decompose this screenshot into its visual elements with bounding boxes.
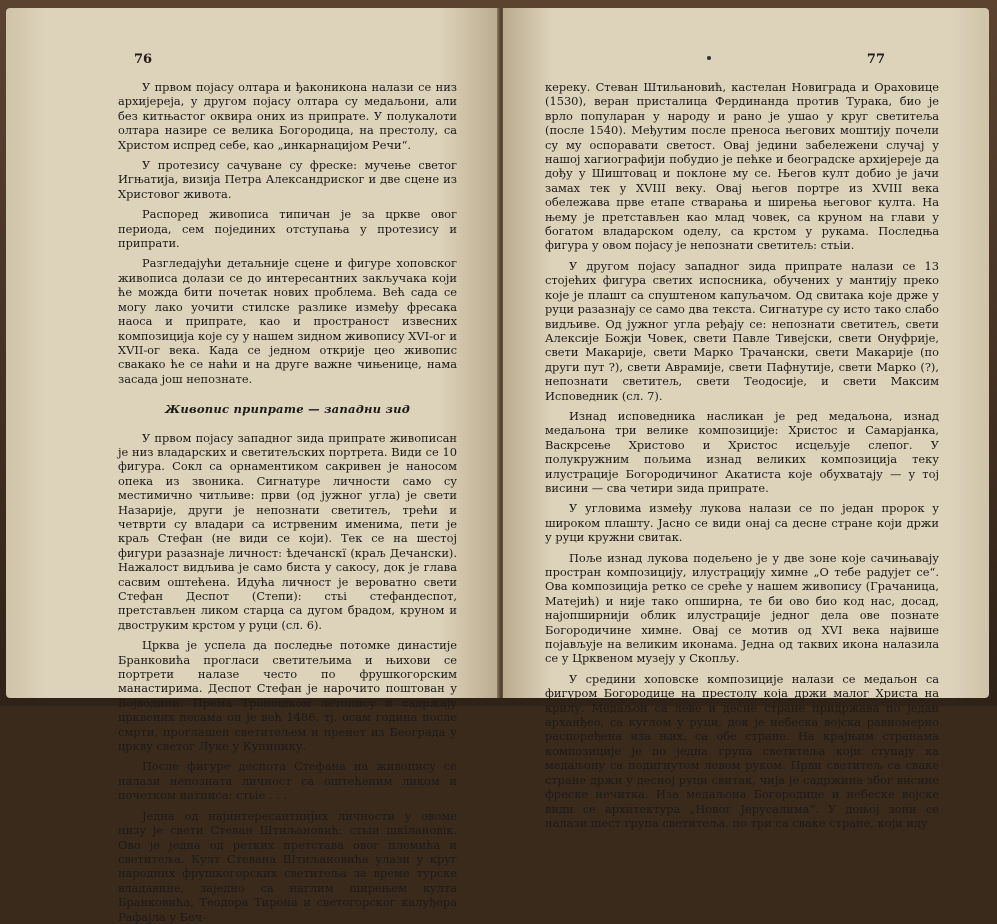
paragraph: Разгледајући детаљније сцене и фигуре хоповског живописа долази се до интересантних закључака који ће можда бити почетак нових проблема. Већ сада се могу лако уочити стилске разлике између фресака наоса и припрате, као и пространост извесних композиција које су у нашем зидном живопису XVI-ог и XVII-ог века. Када се једном открије цео живопис свакако ће се наћи и на друге важне чињенице, нама засада још непознате. (118, 256, 457, 386)
paragraph: Једна од најинтересантнијих личности у овоме низу је свети Стеван Штиљановић: стьіи шкїлановїк. Ово је једна од ретких претстава овог племића и светитеља. Култ Стевана Штиљановића улази у круг народних фрушкогорских светитеља за време турске владавине, заједно са наглим ширењем култа Бранковића, Теодора Тирона и светогорског калуђера Рафајла у Беч- (118, 808, 457, 924)
left-page (6, 8, 499, 924)
paragraph: У првом појасу олтара и ђаконикона налази се низ архијереја, у другом појасу олтара су медаљони, али без китњастог оквира оних из припрате. У полукалоти олтара назире се велика Богородица, на престолу, са Христом испред себе, као „инкарнацијом Речи“. (118, 80, 457, 152)
paragraph: Црква је успела да последње потомке династије Бранковића прогласи светитељима и њихови се портрети налазе често по фрушкогорским манастирима. Деспот Стефан је нарочито поштован у Војводини. Према Троношком летопису и садржају црквених песама он је већ 1486, тј. осам година после смрти, проглашен светитељем и пренет из Београда у цркву светог Луке у Купинику. (118, 638, 457, 754)
ink-dot (707, 56, 711, 60)
paragraph: У другом појасу западног зида припрате налази се 13 стојећих фигура светих испосника, обучених у мантију преко које је плашт са спуштеном капуљачом. Од свитака које држе у руци разазнају се само два текста. Сигнатуре су исто тако слабо видљиве. Од јужног угла ређају се: непознати светитељ, свети Алексије Божји Човек, свети Павле Тивејски, свети Онуфрије, свети Макарије, свети Марко Трачански, свети Макарије (по други пут ?), свети Аврамије, свети Пафнутије, свети Марко (?), непознати светитељ, свети Теодосије, и свети Максим Исповедник (сл. 7). (545, 258, 939, 403)
paragraph: У угловима између лукова налази се по један пророк у широком плашту. Јасно се види онај са десне стране који држи у руци кружни свитак. (545, 501, 939, 545)
paragraph: У средини хоповске композиције налази се медаљон са фигуром Богородице на престолу која држи малог Христа на крилу. Медаљон са леве и десне стране придржава по један арханђео, са куглом у руци, док је небеска војска равномерно распоређена иза њих, са обе стране. На крајњим странама композиције је по једна група светитеља који ступају ка медаљону са подигнутом левом руком. Први светитељ са сваке стране држи у десној руци свитак, чија је садржина због висине фреске нечитка. Иза медаљона Богородице и небеске војске види се архитектура „Новог Јерусалима“. У доњој зони се налази шест група светитеља, по три са сваке стране, који иду (545, 671, 939, 830)
paragraph: Поље изнад лукова подељено је у две зоне које сачињавају простран композицију, илустрацију химне „О тебе радујет се“. Ова композиција ретко се среће у нашем живопису (Грачаница, Матејић) и није тако опширна, те би ово био код нас, досад, најопширнији облик илустрације једног дела ове познате Богородичине химне. Овај се мотив од XVI века највише појављује на великим иконама. Једна од таквих икона налазила се у Црквеном музеју у Скопљу. (545, 550, 939, 666)
paragraph: После фигуре деспота Стефана на живопису се налази непозната личност са оштећеним ликом и почетком натписа: стьіе . . . (118, 759, 457, 803)
paragraph: Распоред живописа типичан је за цркве овог периода, сем појединих отступања у протезису и припрати. (118, 207, 457, 251)
section-heading: Живопис припрате — западни зид (165, 402, 410, 417)
left-page-text (118, 80, 457, 924)
paragraph: кереку. Стеван Штиљановић, кастелан Новиграда и Ораховице (1530), веран присталица Фердинанда против Турака, био је врло популаран у народу и рано је ушао у круг светитеља (после 1540). Међутим после преноса његових моштију почели су му оспоравати светост. Овај једини забележени случај у нашој хагиографији побудио је пећке и београдске архијереје да дођу у Шиштовац и поклоне му се. Његов култ добио је јачи замах тек у XVIII веку. Овај његов портре из XVIII века обележава прве етапе стварања и ширења његовог култа. На њему је претстављен као млад човек, са круном на глави у богатом владарском оделу, са крстом у рукама. Последња фигура у овом појасу је непознати светитељ: стьіи. (545, 80, 939, 253)
right-page-text (545, 80, 939, 830)
page-number: 77 (866, 52, 885, 67)
page-number: 76 (134, 52, 153, 67)
right-page (503, 8, 989, 830)
paragraph: У протезису сачуване су фреске: мучење светог Игњатија, визија Петра Александриског и две сцене из Христовог живота. (118, 158, 457, 201)
paragraph: Изнад исповедника насликан је ред медаљона, изнад медаљона три велике композиције: Христос и Самарјанка, Васкрсење Христово и Христос исцељује слепог. У полукружним пољима изнад великих композиција теку илустрације Богородичиног Акатиста које обухватају — у тој висини — сва четири зида припрате. (545, 408, 939, 495)
paragraph: У првом појасу западног зида припрате живописан је низ владарских и светитељских портрета. Види се 10 фигура. Сокл са орнаментиком сакривен је наносом опека из звоника. Сигнатуре личности само су местимично читљиве: први (од јужног угла) је свети Назарије, други је непознати светитељ, трећи и четврти су владари са истрвеним именима, пети је краљ Стефан (не види се који). Тек се на шестој фигури разазнаје личност: ѣдечанскї (краљ Дечански). Нажалост видљива је само биста у сакосу, док је глава сасвим оштећена. Идућа личност је вероватно свети Стефан Деспот (Степи): стьі стефандеспот, претстављен ликом старца са дугом брадом, круном и двоструким крстом у руци (сл. 6). (118, 430, 457, 632)
